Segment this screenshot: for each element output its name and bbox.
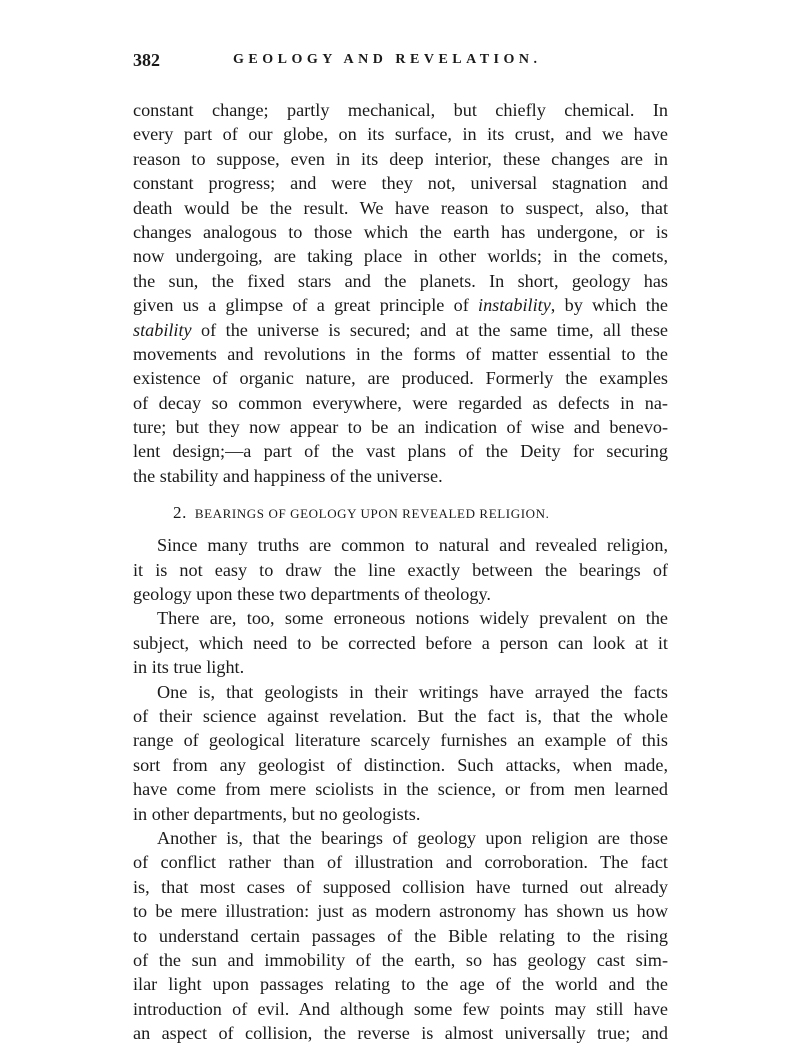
text-run: of the universe is secured; and at the same time, all these: [191, 319, 668, 340]
text-line: to be mere illustration: just as modern astronomy has shown us how: [133, 901, 668, 922]
text-run: , by which the: [550, 295, 668, 316]
text-line: the stability and happiness of the universe.: [133, 465, 443, 486]
text-run: given us a glimpse of a great principle of: [133, 295, 479, 316]
text-line: constant change; partly mechanical, but chiefly chemical. In: [133, 100, 668, 120]
text-line: subject, which need to be corrected before a person can look at it: [133, 632, 668, 653]
text-line: of conflict rather than of illustration and corroboration. The fact: [133, 852, 668, 873]
text-line: reason to suppose, even in its deep interior, these changes are in: [133, 148, 668, 169]
text-line: of the sun and immobility of the earth, so has geology cast sim-: [133, 949, 668, 970]
text-line: in its true light.: [133, 657, 245, 678]
text-line: ture; but they now appear to be an indication of wise and benevo-: [133, 417, 668, 438]
italic-term-instability: instability: [478, 295, 551, 316]
text-line: movements and revolutions in the forms of matter essential to the: [133, 343, 668, 364]
body-text: [133, 98, 668, 1045]
section-heading: [133, 501, 668, 525]
paragraph-5: [133, 826, 668, 1046]
running-head: [133, 50, 668, 80]
text-line: every part of our globe, on its surface, in its crust, and we have: [133, 124, 668, 145]
text-line: it is not easy to draw the line exactly between the bearings of: [133, 559, 668, 580]
text-line: ilar light upon passages relating to the age of the world and the: [133, 974, 668, 995]
text-line: an aspect of collision, the reverse is almost universally true; and: [133, 1023, 668, 1044]
page-number: 382: [133, 50, 160, 70]
paragraph-4: [133, 680, 668, 826]
text-line: the sun, the fixed stars and the planets. In short, geology has: [133, 270, 668, 291]
text-line: There are, too, some erroneous notions widely prevalent on the: [157, 608, 668, 629]
text-line: have come from mere sciolists in the science, or from men learned: [133, 779, 668, 800]
text-line: geology upon these two departments of theology.: [133, 584, 491, 605]
text-line: in other departments, but no geologists.: [133, 803, 421, 824]
text-line: is, that most cases of supposed collision have turned out already: [133, 876, 668, 897]
text-line: lent design;—a part of the vast plans of the Deity for securing: [133, 441, 668, 462]
text-line: of decay so common everywhere, were regarded as defects in na-: [133, 392, 668, 413]
running-title: GEOLOGY AND REVELATION.: [233, 52, 542, 67]
text-line: Another is, that the bearings of geology upon religion are those: [157, 827, 668, 848]
text-line: to understand certain passages of the Bible relating to the rising: [133, 925, 668, 946]
text-line: introduction of evil. And although some few points may still have: [133, 998, 668, 1019]
section-title: BEARINGS OF GEOLOGY UPON REVEALED RELIGION.: [194, 506, 550, 522]
text-line: changes analogous to those which the earth has undergone, or is: [133, 221, 668, 242]
text-line: sort from any geologist of distinction. Such attacks, when made,: [133, 754, 668, 775]
section-number: 2.: [173, 503, 187, 523]
text-line: constant progress; and were they not, universal stagnation and: [133, 173, 668, 194]
text-line: death would be the result. We have reason to suspect, also, that: [133, 197, 668, 218]
text-line: of their science against revelation. But the fact is, that the whole: [133, 705, 668, 726]
text-line: [133, 293, 668, 317]
text-line: range of geological literature scarcely furnishes an example of this: [133, 730, 668, 751]
italic-term-stability: stability: [133, 319, 192, 340]
paragraph-1: [133, 98, 668, 488]
text-line: now undergoing, are taking place in other worlds; in the comets,: [133, 246, 668, 267]
text-line: One is, that geologists in their writings have arrayed the facts: [157, 681, 668, 702]
paragraph-2: [133, 533, 668, 606]
text-line: Since many truths are common to natural and revealed religion,: [157, 535, 668, 556]
text-line: [133, 318, 668, 342]
paragraph-3: [133, 606, 668, 679]
text-line: existence of organic nature, are produced. Formerly the examples: [133, 368, 668, 389]
